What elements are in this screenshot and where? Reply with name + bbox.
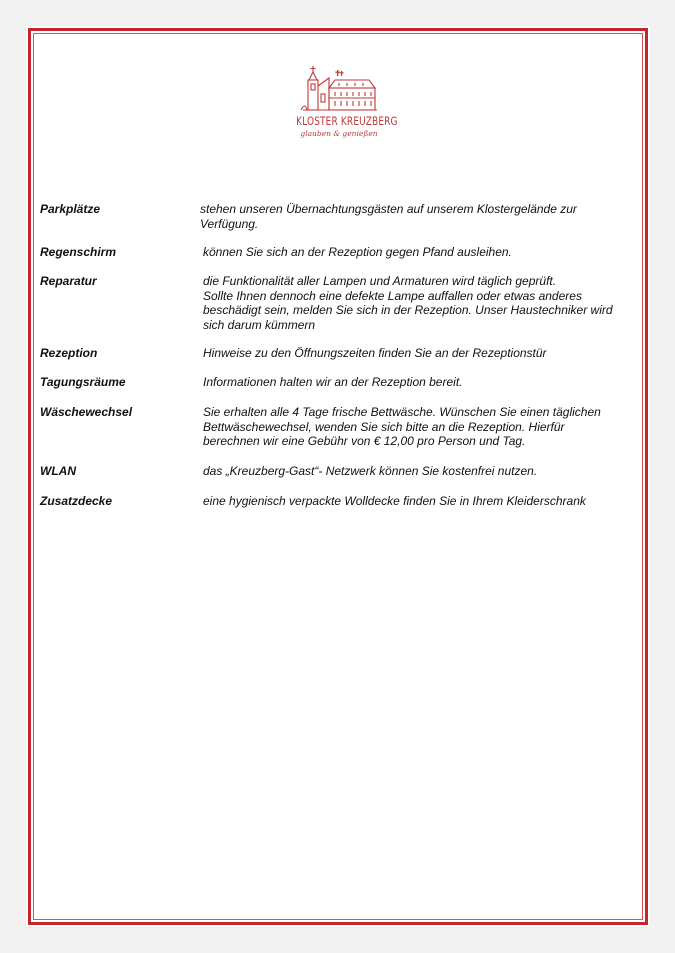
- entry-description: [203, 245, 643, 260]
- entry-description: [203, 405, 643, 449]
- description-line: beschädigt sein, melden Sie sich in der Rezeption. Unser Haustechniker wird: [203, 303, 613, 317]
- entry-description: [203, 346, 643, 361]
- entry-description: [203, 375, 643, 390]
- description-line: Verfügung.: [200, 216, 259, 231]
- kloster-kreuzberg-logo: [284, 64, 398, 138]
- description-line: Sollte Ihnen dennoch eine defekte Lampe auffallen oder etwas anderes: [203, 288, 582, 303]
- description-line: können Sie sich an der Rezeption gegen Pfand ausleihen.: [203, 245, 512, 259]
- entry-description: [200, 202, 640, 231]
- description-line: eine hygienisch verpackte Wolldecke finden Sie in Ihrem Kleiderschrank: [203, 494, 586, 508]
- entry-term: Reparatur: [40, 274, 97, 288]
- entry-description: [203, 464, 643, 479]
- logo-title: KLOSTER KREUZBERG: [296, 114, 398, 128]
- entry-term: Zusatzdecke: [40, 494, 113, 508]
- entry-term: Wäschewechsel: [40, 405, 133, 419]
- description-line: Sie erhalten alle 4 Tage frische Bettwäsche. Wünschen Sie einen täglichen: [203, 405, 601, 419]
- entry-description: [203, 274, 643, 332]
- monastery-building-icon: [299, 64, 379, 112]
- entry-term: Tagungsräume: [40, 375, 126, 389]
- description-line: stehen unseren Übernachtungsgästen auf unserem Klostergelände zur: [200, 202, 577, 216]
- description-line: Hinweise zu den Öffnungszeiten finden Sie an der Rezeptionstür: [203, 346, 547, 360]
- description-line: die Funktionalität aller Lampen und Armaturen wird täglich geprüft.: [203, 274, 557, 288]
- logo-subtitle: glauben & genießen: [300, 129, 378, 138]
- entry-description: [203, 494, 643, 509]
- entry-term: WLAN: [40, 464, 76, 478]
- entry-term: Regenschirm: [40, 245, 117, 259]
- entry-term: Rezeption: [40, 346, 98, 360]
- description-line: sich darum kümmern: [203, 317, 316, 332]
- document-page: [26, 26, 650, 927]
- description-line: berechnen wir eine Gebühr von € 12,00 pro Person und Tag.: [203, 434, 526, 448]
- description-line: das „Kreuzberg-Gast“- Netzwerk können Sie kostenfrei nutzen.: [203, 464, 538, 478]
- entry-term: Parkplätze: [40, 202, 101, 216]
- description-line: Bettwäschewechsel, wenden Sie sich bitte an die Rezeption. Hierfür: [203, 419, 565, 434]
- description-line: Informationen halten wir an der Rezeption bereit.: [203, 375, 463, 389]
